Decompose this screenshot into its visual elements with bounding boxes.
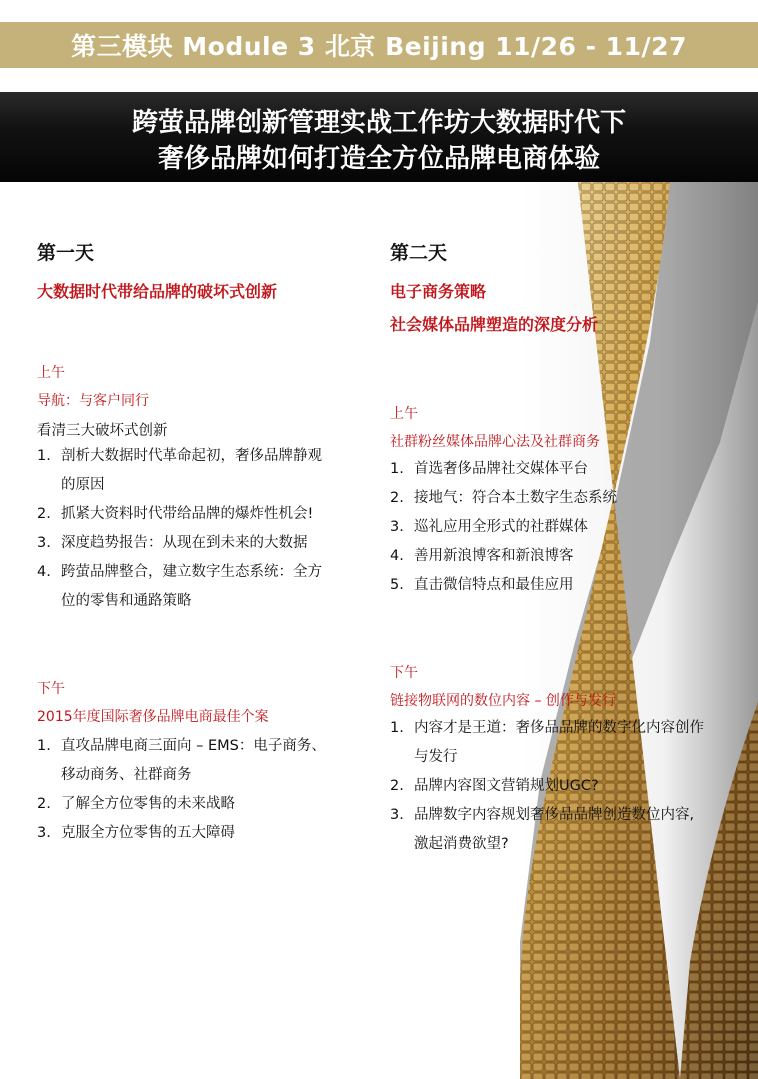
list-item: 3. 克服全方位零售的五大障碍 — [37, 825, 235, 841]
list-item: 2. 了解全方位零售的未来战略 — [37, 796, 235, 812]
day1-morning-topic: 导航：与客户同行 — [37, 393, 149, 409]
module-line: 第三模块 Module 3 北京 Beijing 11/26 - 11/27 — [71, 32, 687, 61]
day1-title: 第一天 — [37, 242, 95, 264]
list-item: 1. 内容才是王道：奢侈品品牌的数字化内容创作 与发行 — [390, 720, 704, 765]
list-item: 5. 直击微信特点和最佳应用 — [390, 577, 574, 593]
list-item: 2. 抓紧大资料时代带给品牌的爆炸性机会! — [37, 506, 314, 522]
day2-title: 第二天 — [390, 242, 448, 264]
day2-morning-topic: 社群粉丝媒体品牌心法及社群商务 — [390, 434, 600, 450]
day2-afternoon-label: 下午 — [390, 665, 418, 681]
title-line-2: 奢侈品牌如何打造全方位品牌电商体验 — [157, 144, 600, 174]
list-item: 1. 直攻品牌电商三面向 – EMS：电子商务、 移动商务、社群商务 — [37, 738, 326, 783]
list-item: 3. 品牌数字内容规划奢侈品品牌创造数位内容, 激起消费欲望? — [390, 807, 695, 852]
title-line-1: 跨萤品牌创新管理实战工作坊大数据时代下 — [131, 108, 626, 138]
list-item: 1. 剖析大数据时代革命起初，奢侈品牌静观 的原因 — [37, 448, 322, 493]
list-item: 3. 巡礼应用全形式的社群媒体 — [390, 519, 588, 535]
day2-afternoon-topic: 链接物联网的数位内容 – 创作与发行 — [390, 693, 616, 709]
title-banner — [0, 92, 758, 182]
day1-morning-intro: 看清三大破坏式创新 — [37, 423, 168, 439]
day1-morning-label: 上午 — [37, 365, 65, 381]
day2-theme-2: 社会媒体品牌塑造的深度分析 — [390, 315, 599, 334]
day2-morning-list — [390, 455, 752, 600]
day1-afternoon-label: 下午 — [37, 681, 65, 697]
day2-theme-1: 电子商务策略 — [390, 282, 487, 301]
list-item: 2. 品牌内容图文营销规划UGC? — [390, 778, 599, 794]
list-item: 1. 首选奢侈品牌社交媒体平台 — [390, 461, 588, 477]
day2-morning-label: 上午 — [390, 406, 418, 422]
day1-column — [37, 238, 377, 848]
list-item: 4. 跨萤品牌整合，建立数字生态系统：全方 位的零售和通路策略 — [37, 564, 322, 609]
module-banner — [0, 22, 758, 68]
list-item: 2. 接地气：符合本土数字生态系统 — [390, 490, 617, 506]
day2-column — [390, 238, 752, 859]
list-item: 3. 深度趋势报告：从现在到未来的大数据 — [37, 535, 308, 551]
day1-morning-list — [37, 442, 377, 616]
day2-afternoon-list — [390, 714, 752, 859]
day1-afternoon-topic: 2015年度国际奢侈品牌电商最佳个案 — [37, 709, 269, 725]
list-item: 4. 善用新浪博客和新浪博客 — [390, 548, 574, 564]
day1-afternoon-list — [37, 732, 377, 848]
day1-theme: 大数据时代带给品牌的破坏式创新 — [37, 282, 278, 301]
